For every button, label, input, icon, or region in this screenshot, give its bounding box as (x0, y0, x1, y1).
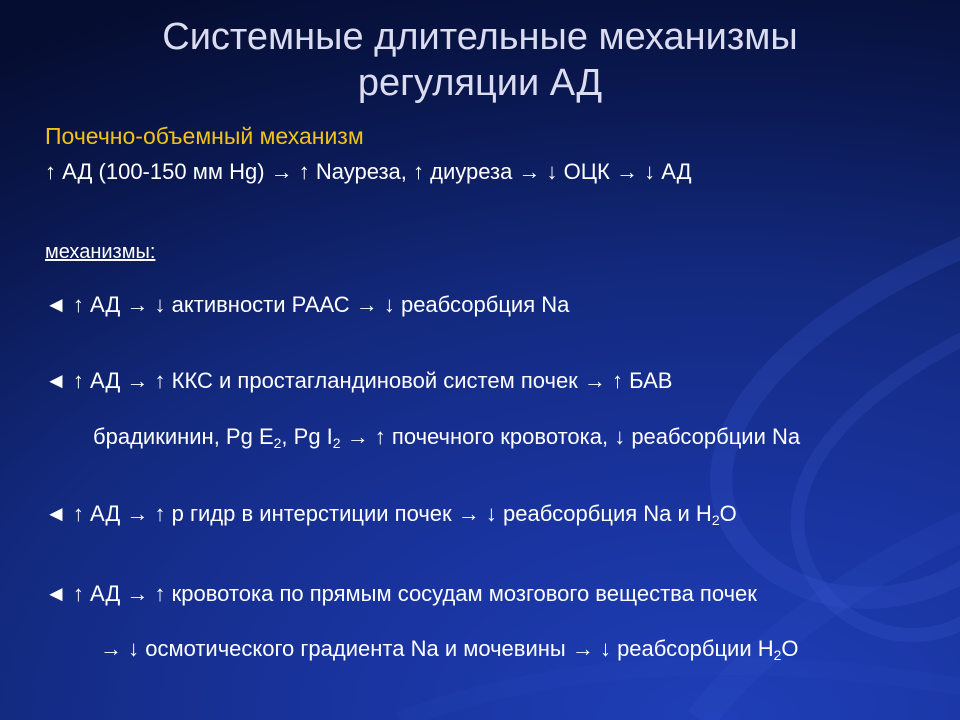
subscript-2a: 2 (273, 435, 282, 451)
summary-line: ↑ АД (100-150 мм Hg) → ↑ Nауреза, ↑ диуреза → ↓ ОЦК → ↓ АД (45, 159, 692, 184)
mechanisms-label: механизмы: (45, 241, 156, 263)
mechanism-item-2-detail (93, 423, 800, 451)
mechanism-item-1: ◄ ↑ АД → ↓ активности РААС → ↓ реабсорбция Na (45, 292, 570, 317)
detail-text-3: → ↑ почечного кровотока, ↓ реабсорбции Na (340, 424, 801, 449)
subscript-2b: 2 (332, 435, 341, 451)
mechanism-item-2: ◄ ↑ АД → ↑ ККС и простагландиновой систем почек → ↑ БАВ (45, 368, 673, 393)
detail4-text-1: → ↓ осмотического градиента Na и мочевины → ↓ реабсорбции H (100, 636, 774, 661)
detail-text-2: , Pg I (281, 424, 333, 449)
detail4-text-2: O (781, 636, 799, 661)
item3-text-1: ◄ ↑ АД → ↑ р гидр в интерстиции почек → ↓ реабсорбция Na и H (45, 501, 712, 526)
mechanism-item-4: ◄ ↑ АД → ↑ кровотока по прямым сосудам мозгового вещества почек (45, 581, 757, 606)
detail-text-1: брадикинин, Pg E (93, 424, 274, 449)
subscript-h2o: 2 (711, 512, 720, 528)
subscript-h2o-2: 2 (773, 647, 782, 663)
item3-text-2: O (719, 501, 737, 526)
title-line-2: регуляции АД (357, 62, 603, 104)
mechanism-item-4-detail (100, 635, 799, 663)
title-line-1: Системные длительные механизмы (162, 16, 798, 58)
mechanism-item-3 (45, 500, 737, 528)
slide-title (0, 14, 960, 106)
section-heading: Почечно-объемный механизм (45, 123, 364, 149)
